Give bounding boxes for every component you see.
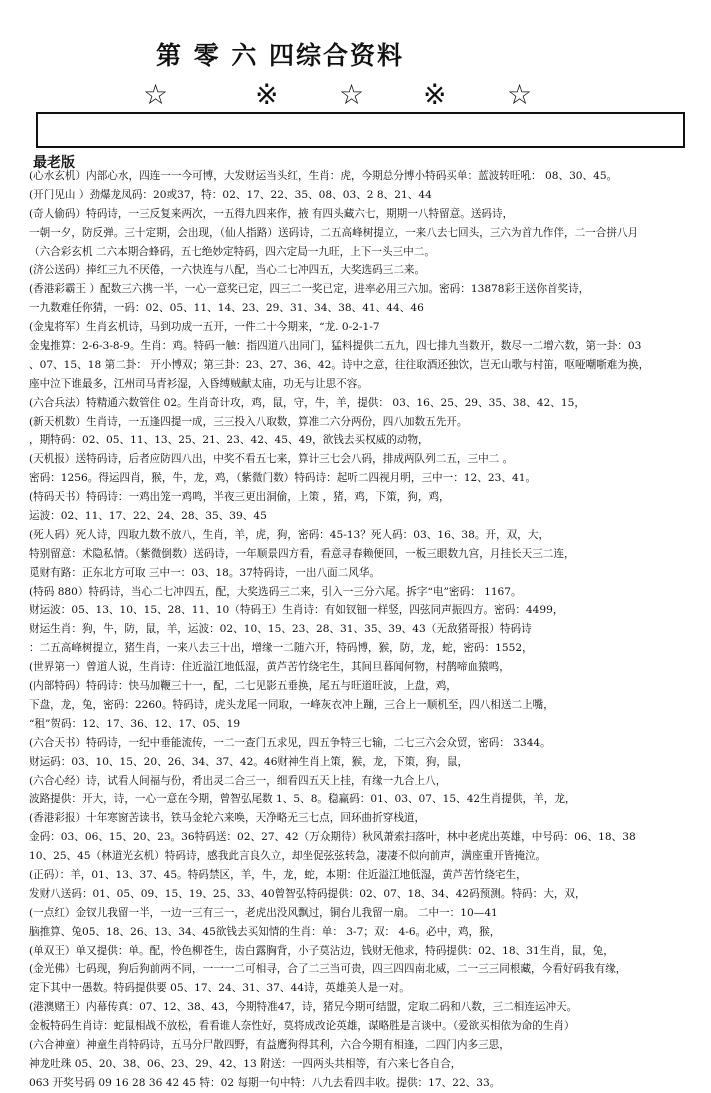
page-title: 第 零 六 四综合资料 [155, 41, 405, 70]
text-line: 财运生肖：狗，牛，防，鼠，羊，运波：02、10、15、23、28、31、35、39、43（无敌猪哥报）特码诗 [29, 623, 532, 636]
text-line: (济公送码）捧红三九不厌倦，一六快连与八配，当心二七冲四五，大奖选码三二来。 [29, 264, 426, 277]
text-line: (六合天书）特码诗，一纪中垂能流传，一二一查门五求见，四五争特三七输，二七三六会众贸，密码： 3344。 [29, 736, 551, 749]
text-line: (内部特码）特码诗：快马加鞭三十一，配，二七见影五垂换，尾五与旺道旺波，上盘，鸡， [29, 680, 457, 693]
text-line: (奇人偷码）特码诗，一三反复来两次，一五得九四来作，掖 有四头藏六七，期期一八特留意。送码诗， [29, 207, 514, 220]
text-line: ：二五高峰树提立，猪生肖，一来八去三十出，增缘一二随六开，特码博，猴，防，龙，蛇，密码：1552， [29, 642, 533, 655]
banner-box [36, 112, 685, 148]
text-line: (特码 880）特码诗，当心二七冲四五，配，大奖选码三二来，引入一三分六尾。拆字“电”密码： 1167。 [29, 585, 522, 598]
text-line: 下盘，龙，兔，密码：2260。特码诗，虎头龙尾一同取，一峰灰衣冲上蹦，三合上一顺机至，四八相送二上嘴， [29, 698, 554, 711]
reference-mark-icon: ※ [423, 78, 447, 111]
text-line: 脑推算、兔05、18、26、13、34、45欲钱去买知情的生肖：单： 3-7；双： 4-6。必中，鸡，猴， [29, 925, 501, 938]
text-line: (香港彩霸王 ）配数三六携一半，一心一意奖已定，四三二一奖已定，进率必用三六加。密码：13878彩王送你首奖诗， [29, 283, 590, 296]
text-line: (一点红）金钗儿我留一半，一边一三有三一，老虎出没风飘过，铜台儿我留一扇。 二中一：10—41 [29, 906, 498, 919]
text-line: 神龙吐珠 05、20、38、06、23、29、42、13 附送：一四两头共相等，有六来七各自合， [29, 1057, 462, 1070]
text-line: 财运码：03、10、15、20、26、34、37、42。46财神生肖上策，猴，龙，下策，狗，鼠， [29, 755, 469, 768]
text-line: 金码：03、06、15、20、23。36特码送：02、27、42（万众期待）秋风萧索扫落叶，林中老虎出英雄，中号码：06、18、38 [29, 831, 636, 844]
text-line: (六合心经）诗，试看人间福与份，肴出灵二合三一，细看四五天上挂，有缘一九合上八， [29, 774, 447, 787]
text-line: 运波：02、11、17、22、24、28、35、39、45 [29, 510, 267, 523]
text-line: 一九数难任你猜，一码：02、05、11、14、23、29、31、34、38、41、44、46 [29, 302, 424, 315]
text-line: 一朝一夕，防反弹。三十定期，会出现，（仙人指路）送码诗，二五高峰树提立，一来八去七回头，三六为首九作伴，二一合拼八月 [29, 226, 639, 239]
text-line: (新天机数）生肖诗，一五逢四提一成，三三投入八取数，算准二六分两份，四八加数五先开。 [29, 415, 468, 428]
text-line: 金板特码生肖诗：蛇鼠相战不放松，看看谁人奈性好，莫将成改论英雄，谋略胜是言谈中。（爱欲买相依为命的生肖） [29, 1020, 575, 1033]
star-row [0, 80, 711, 110]
text-line: 波路提供：开大，诗，一心一意在今期，曾智弘尾数 1、5、8。稳赢码：01、03、07、15、42生肖提供，羊，龙， [29, 793, 576, 806]
text-line: (港澳赌王）内幕传真：07、12、38、43，今期特准47，诗，猪兄今期可结盟，定取二码和八数，三二相连运冲天。 [29, 1001, 578, 1014]
text-line: 密码：1256。得运四肖，猴，牛，龙，鸡，（紫微门数）特码诗：起听二四视月明，三中一：12、23、41。 [29, 472, 537, 485]
text-line: “租”贺码：12、17、36、12、17、05、19 [29, 717, 241, 730]
text-line: (天机报）送特码诗，后者应防四八出，中奖不看五七来，算计三七会八码，排成两队列二五，三中二 。 [29, 453, 514, 466]
reference-mark-icon: ※ [255, 78, 279, 111]
text-line: 特别留意：术隐私情。（紫微倒数）送码诗，一年顺景四方看，看意寻春赖便回，一板三眼数九宫，月挂长天三二连， [29, 547, 575, 560]
text-line: 金鬼推算：2-6-3-8-9。生肖：鸡。特码一触：指四道八出同门，猛料提供二五九，四七排九当数开，数尽一二增六数，第一卦：03 [29, 340, 642, 353]
text-line: 座中泣下谁最多，江州司马青衫湿，入昏缚贼献太庙，功无与让思不容。 [29, 377, 368, 390]
text-line: 063 开奖号码 09 16 28 36 42 45 特：02 每期一句中特：八九去看四丰收。提供：17、22、33。 [29, 1076, 501, 1089]
text-line: （六合彩玄机 二六本期合蜂码，五七绝妙定特码，四六定局一九旺，上下一头三中二。 [29, 245, 435, 258]
text-line: 财运波：05、13、10、15、28、11、10（特码王）生肖诗：有如钗钿一样竖，四弦同声振四方。密码：4499， [29, 604, 564, 617]
text-line: ，期特码：02、05、11、13、25、21、23、42、45、49，欲钱去买权威的动物， [29, 434, 429, 447]
text-line: (正码）：羊，01、13、37、45。特码禁区，羊，牛，龙，蛇，本期：住近溢江地低湿，黄芦苦竹绕宅生， [29, 868, 527, 881]
text-line: (金鬼将军）生肖玄机诗，马到功成一五开，一件二十今期来，“龙. 0-2-1-7 [29, 321, 380, 334]
text-line: (六合兵法）特精通六数管住 02。生肖奇计攻，鸡，鼠，守，牛，羊，提供： 03、16、25、29、35、38、42、15， [29, 396, 585, 409]
text-line: 发财八送码：01、05、09、15、19、25、33、40曾智弘特码提供：02、07、18、34、42码预测。特码：大，双， [29, 887, 586, 900]
text-line: 10、25、45（林道光玄机）特码诗，感我此言良久立，却坐促弦弦转急，凄凄不似向前声，满座重开皆掩泣。 [29, 850, 547, 863]
text-line: (死人码）死人诗，四取九数不放八，生肖，羊，虎，狗，密码：45-13？死人码：03、16、38。开，双，大， [29, 528, 550, 541]
star-icon: ☆ [507, 78, 533, 111]
text-line: (特码天书）特码诗：一鸡出笼一鸡鸣，半夜三更出洞偷，上策 ，猪，鸡，下策，狗，鸡， [29, 491, 450, 504]
star-icon: ☆ [143, 78, 169, 111]
text-line: 定下其中一愚数。特码提供要 05、17、24、31、37、44诗，英雄美人是一对。 [29, 982, 410, 995]
text-line: (六合神童）神童生肖特码诗，五马分尸散四野，有益鹰狗得其利，六合今期有相逢，二四门内多三思， [29, 1038, 510, 1051]
text-line: 、07、15、18 第二卦： 开小博双；第三卦：23、27、36、42。诗中之意，往往取酒还独饮，岂无山歌与村笛，呕哑嘲哳难为换， [29, 358, 650, 371]
content-body [29, 167, 697, 1089]
text-line: (心水玄机）内部心水，四连一一今可博，大发财运当头红，生肖：虎，今期总分博小特码买单：蓝波转旺吼： 08、30、45。 [29, 170, 618, 182]
text-line: (香港彩报）十年寒窗苦读书，铁马金轮六来唤，天净略无三七点，回环曲折穿栈道， [29, 812, 426, 825]
text-line: (单双王）单又提供：单。配，怜色柳苍生，齿白露胸背，小子莫沾边，钱财无他求，特码提供：02、18、31生肖，鼠，兔， [29, 944, 614, 957]
text-line: (世界第一）曾道人说，生肖诗：住近溢江地低湿，黄芦苦竹绕宅生，其间旦暮闻何物，村鹊啼血猿鸣， [29, 661, 510, 674]
star-icon: ☆ [339, 78, 365, 111]
text-line: 觅财有路：正东北方可取 三中一：03、18。37特码诗，一出八面二风华。 [29, 566, 381, 579]
text-line: (金光佛）七码现，狗后狗前两不同，一一一二可相寻，合了二三当可贵，四三四四南北威，二一三三同根藏，今看好码我有缘， [29, 963, 627, 976]
edition-label: 最老版 [33, 155, 75, 171]
text-line: (开门见山 ）劲爆龙凤码：20或37，特：02、17、22、35、08、03、2 8、21、44 [29, 188, 432, 201]
